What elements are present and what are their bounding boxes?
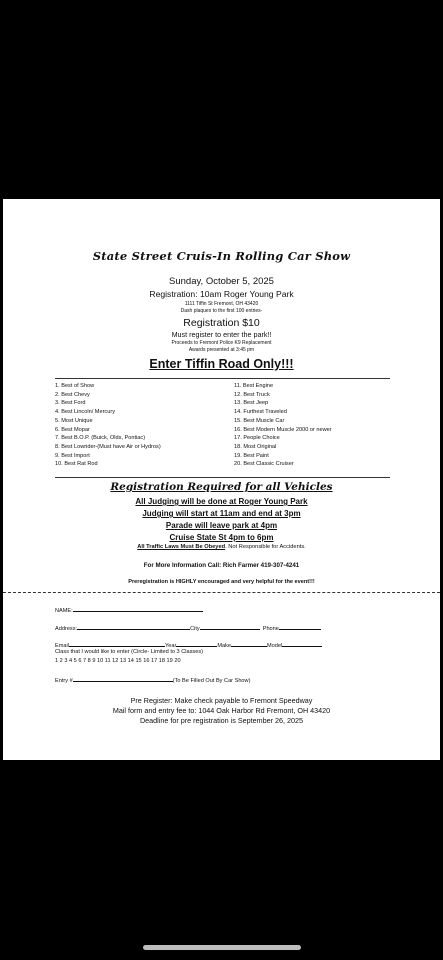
address-field[interactable]: [77, 624, 190, 630]
deadline-note: Deadline for pre registration is September 26, 2025: [139, 716, 303, 725]
mail-address: Mail form and entry fee to: 1044 Oak Harbor Rd Fremont, OH 43420: [112, 706, 331, 715]
category-item: 1. Best of Show: [55, 383, 95, 389]
flyer: [3, 199, 440, 760]
category-item: 17. People Choice: [234, 435, 280, 442]
category-item: 8. Best Lowrider-(Must have Air or Hydros): [55, 443, 161, 450]
enter-tiffin-road: Enter Tiffin Road Only!!!: [149, 357, 294, 371]
traffic-laws: All Traffic Laws Must Be Obeyed: [137, 544, 226, 550]
category-item: 15. Best Muscle Car: [234, 417, 285, 424]
entry-label: Entry #: [55, 678, 73, 684]
registration-time: Registration: 10am Roger Young Park: [149, 289, 294, 299]
vehicle-row: [55, 641, 322, 649]
model-field[interactable]: [282, 641, 322, 647]
dash-plaques: Dash plaques to the first 100 entries-: [180, 308, 263, 314]
event-date: Sunday, October 5, 2025: [169, 276, 274, 287]
model-label: Model: [267, 643, 283, 649]
category-item: 6. Best Mopar: [55, 426, 90, 433]
class-note: Class that I would like to enter (Circle- Limited to 3 Classes): [55, 649, 203, 655]
name-label: NAME:: [55, 608, 73, 614]
divider: [55, 477, 390, 478]
year-field[interactable]: [176, 641, 217, 647]
proceeds-note: Proceeds to Fremont Police K9 Replacement: [171, 340, 272, 346]
home-indicator[interactable]: [143, 945, 301, 950]
email-field[interactable]: [69, 641, 165, 647]
phone-field[interactable]: [279, 624, 321, 630]
phone-label: Phone: [262, 626, 279, 632]
entry-note: (To Be Filled Out By Car Show): [172, 678, 251, 684]
divider: [55, 378, 390, 379]
name-field[interactable]: [73, 606, 203, 612]
category-item: 5. Most Unique: [55, 417, 93, 424]
name-row: [55, 606, 203, 614]
address-label: Address:: [55, 626, 78, 632]
category-item: 10. Best Rat Rod: [55, 461, 98, 468]
entry-row: [55, 676, 250, 684]
categories-left: [55, 382, 161, 469]
pre-register-note: Pre Register: Make check payable to Fremont Speedway: [130, 696, 313, 705]
traffic-notice: [3, 544, 440, 550]
city-field[interactable]: [200, 624, 260, 630]
email-label: Email: [55, 643, 69, 649]
make-field[interactable]: [231, 641, 267, 647]
flyer-title: State Street Cruis-In Rolling Car Show: [92, 249, 351, 263]
category-item: 19. Best Paint: [234, 452, 269, 459]
category-item: 13. Best Jeep: [234, 400, 269, 407]
category-item: 12. Best Truck: [234, 391, 270, 398]
registration-required: Registration Required for all Vehicles: [110, 481, 333, 493]
year-label: Year: [165, 643, 177, 649]
liability-note: . Not Responsible for Accidents.: [225, 544, 306, 550]
category-item: 7. Best B.O.P. (Buick, Olds, Pontiac): [55, 435, 146, 442]
cut-line: [3, 592, 440, 593]
make-label: Make: [217, 643, 231, 649]
parade-time: Parade will leave park at 4pm: [165, 521, 278, 530]
judging-location: All Judging will be done at Roger Young Park: [135, 497, 308, 506]
preregistration-note: Preregistration is HIGHLY encouraged and very helpful for the event!!!: [128, 579, 315, 585]
class-numbers[interactable]: 1 2 3 4 5 6 7 8 9 10 11 12 13 14 15 16 17 18 19 20: [55, 658, 181, 664]
registration-fee: Registration $10: [183, 317, 260, 329]
category-item: 14. Furthest Traveled: [234, 409, 287, 416]
category-item: 11. Best Engine: [234, 383, 274, 389]
category-item: 20. Best Classic Cruiser: [234, 461, 294, 468]
city-label: City: [190, 626, 200, 632]
category-item: 3. Best Ford: [55, 400, 86, 407]
judging-times: Judging will start at 11am and end at 3pm: [142, 509, 301, 518]
cruise-time: Cruise State St 4pm to 6pm: [169, 533, 274, 542]
awards-time: Awards presented at 3:45 pm: [188, 347, 255, 353]
category-item: 4. Best Lincoln/ Mercury: [55, 409, 116, 416]
category-item: 18. Most Original: [234, 443, 277, 450]
category-item: 9. Best Import: [55, 452, 90, 459]
categories-right: [234, 382, 332, 469]
category-item: 16. Best Modern Muscle 2000 or newer: [234, 426, 332, 433]
park-address: 1111 Tiffin St Fremont, OH 43420: [184, 301, 259, 307]
contact-info: For More Information Call: Rich Farmer 419-307-4241: [143, 562, 300, 569]
category-item: 2. Best Chevy: [55, 391, 90, 398]
address-row: [55, 624, 321, 632]
must-register: Must register to enter the park!!: [171, 330, 272, 339]
entry-field[interactable]: [73, 676, 173, 682]
